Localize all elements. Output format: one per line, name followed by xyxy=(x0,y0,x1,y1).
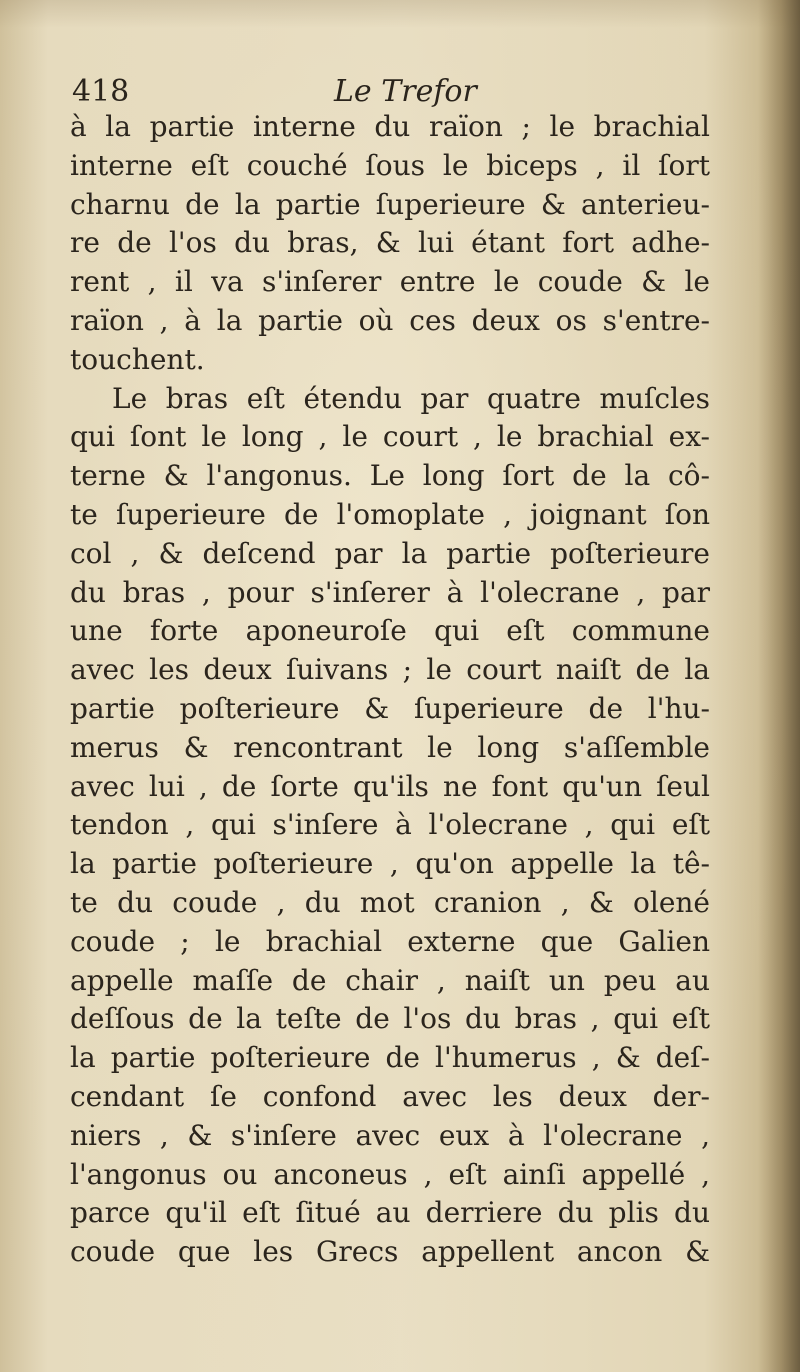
text-line: re de l'os du bras, & lui étant fort adhe- xyxy=(70,226,710,260)
text-line: deſſous de la teſte de l'os du bras , qui eſt xyxy=(70,1002,710,1036)
text-line: terne & l'angonus. Le long ſort de la cô- xyxy=(70,459,710,493)
text-line: l'angonus ou anconeus , eſt ainſi appellé , xyxy=(70,1157,710,1191)
text-line: une forte aponeuroſe qui eſt commune xyxy=(70,614,710,648)
text-line: te du coude , du mot cranion , & olené xyxy=(70,885,710,919)
text-line: parce qu'il eſt ſitué au derriere du plis du xyxy=(70,1196,710,1230)
text-line: cendant ſe confond avec les deux der- xyxy=(70,1079,710,1113)
text-line: col , & deſcend par la partie poſterieure xyxy=(70,536,710,570)
text-line: à la partie interne du raïon ; le brachial xyxy=(70,110,710,143)
text-line: te ſuperieure de l'omoplate , joignant ſon xyxy=(70,497,710,531)
text-line: rent , il va s'inſerer entre le coude & le xyxy=(70,265,710,299)
text-line: coude ; le brachial externe que Galien xyxy=(70,924,710,958)
text-line: appelle maſſe de chair , naiſt un peu au xyxy=(70,963,710,997)
text-line: raïon , à la partie où ces deux os s'entre- xyxy=(70,303,710,337)
text-line: merus & rencontrant le long s'aſſemble xyxy=(70,730,710,764)
text-line: la partie poſterieure de l'humerus , & deſ- xyxy=(70,1041,710,1075)
paragraph-start-line: Le bras eſt étendu par quatre muſcles xyxy=(112,381,710,415)
text-line: interne eſt couché ſous le biceps , il ſort xyxy=(70,148,710,182)
page-number: 418 xyxy=(72,74,130,109)
text-line: niers , & s'inſere avec eux à l'olecrane , xyxy=(70,1118,710,1152)
text-line: qui ſont le long , le court , le brachial ex- xyxy=(70,420,710,454)
text-line: tendon , qui s'inſere à l'olecrane , qui eſt xyxy=(70,808,710,842)
text-line: coude que les Grecs appellent ancon & xyxy=(70,1235,710,1269)
text-line: avec les deux ſuivans ; le court naiſt de la xyxy=(70,653,710,687)
text-line: du bras , pour s'inſerer à l'olecrane , par xyxy=(70,575,710,609)
text-line: touchent. xyxy=(70,342,205,376)
text-line: avec lui , de ſorte qu'ils ne font qu'un ſeul xyxy=(70,769,710,803)
body-text xyxy=(70,108,710,1272)
text-line: la partie poſterieure , qu'on appelle la tê- xyxy=(70,847,710,881)
text-line: partie poſterieure & ſuperieure de l'hu- xyxy=(70,691,710,725)
running-title: Le Trefor xyxy=(334,74,477,109)
text-line: charnu de la partie ſuperieure & anterieu- xyxy=(70,187,710,221)
